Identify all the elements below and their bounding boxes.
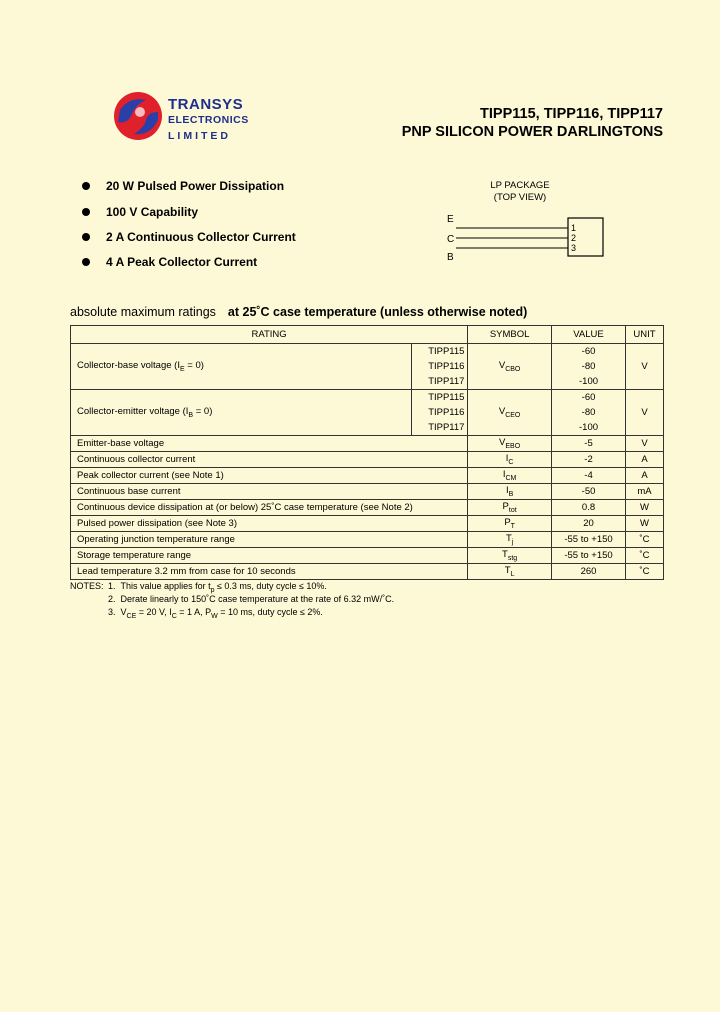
value-cell: -100	[552, 420, 626, 436]
feature-item: 20 W Pulsed Power Dissipation	[82, 179, 284, 193]
table-row	[71, 436, 664, 452]
company-name-line3: LIMITED	[168, 130, 231, 142]
value-cell: -60	[552, 344, 626, 360]
device-cell: TIPP115	[412, 390, 468, 406]
unit-cell: ˚C	[625, 548, 663, 564]
column-header-value: VALUE	[552, 326, 626, 344]
pin-number-2: 2	[571, 233, 577, 243]
table-row	[71, 500, 664, 516]
unit-cell: V	[625, 436, 663, 452]
bullet-icon	[82, 208, 90, 216]
symbol-cell: $I_{CM}$	[468, 468, 552, 484]
symbol-cell: $I_B$	[468, 484, 552, 500]
value-cell: 20	[552, 516, 626, 532]
rating-cell: Continuous collector current	[71, 452, 468, 468]
rating-cell: Peak collector current (see Note 1)	[71, 468, 468, 484]
unit-cell: A	[625, 452, 663, 468]
company-logo	[112, 90, 164, 142]
value-cell: -80	[552, 359, 626, 374]
pin-label-e: E	[447, 214, 454, 225]
symbol-cell: $V_{EBO}$	[468, 436, 552, 452]
rating-cell: Storage temperature range	[71, 548, 468, 564]
table-row	[71, 344, 664, 360]
unit-cell: A	[625, 468, 663, 484]
unit-cell: V	[625, 344, 663, 390]
table-row	[71, 468, 664, 484]
bullet-icon	[82, 258, 90, 266]
rating-cell: Pulsed power dissipation (see Note 3)	[71, 516, 468, 532]
package-title: LP PACKAGE (TOP VIEW)	[490, 180, 550, 203]
symbol-cell: $I_C$	[468, 452, 552, 468]
rating-cell: Continuous device dissipation at (or below) 25˚C case temperature (see Note 2)	[71, 500, 468, 516]
rating-cell: Collector-base voltage $(I_E = 0)$	[71, 344, 412, 390]
unit-cell: W	[625, 516, 663, 532]
feature-item: 100 V Capability	[82, 205, 198, 219]
table-row	[71, 548, 664, 564]
unit-cell: ˚C	[625, 564, 663, 580]
symbol-cell: $T_j$	[468, 532, 552, 548]
absolute-maximum-ratings-table	[70, 325, 664, 580]
symbol-cell: $T_L$	[468, 564, 552, 580]
note-1: 1. This value applies for $t_p \le 0.3$ ms, duty cycle ≤ 10%.	[108, 581, 327, 594]
company-name-line2: ELECTRONICS	[168, 114, 249, 126]
pin-number-1: 1	[571, 223, 577, 233]
device-cell: TIPP117	[412, 420, 468, 436]
device-cell: TIPP115	[412, 344, 468, 360]
value-cell: -4	[552, 468, 626, 484]
unit-cell: mA	[625, 484, 663, 500]
value-cell: -50	[552, 484, 626, 500]
device-description-title: PNP SILICON POWER DARLINGTONS	[401, 124, 663, 140]
feature-item: 4 A Peak Collector Current	[82, 255, 257, 269]
part-numbers-title: TIPP115, TIPP116, TIPP117	[480, 106, 663, 122]
table-row	[71, 390, 664, 406]
value-cell: -55 to +150	[552, 532, 626, 548]
table-row	[71, 484, 664, 500]
rating-cell: Operating junction temperature range	[71, 532, 468, 548]
table-row	[71, 532, 664, 548]
column-header-symbol: SYMBOL	[468, 326, 552, 344]
symbol-cell: $V_{CBO}$	[468, 344, 552, 390]
value-cell: -5	[552, 436, 626, 452]
value-cell: -80	[552, 405, 626, 420]
value-cell: 0.8	[552, 500, 626, 516]
value-cell: 260	[552, 564, 626, 580]
symbol-cell: $T_{stg}$	[468, 548, 552, 564]
value-cell: -100	[552, 374, 626, 390]
note-2: 2. Derate linearly to 150˚C case temperature at the rate of 6.32 mW/˚C.	[108, 594, 395, 604]
device-cell: TIPP116	[412, 359, 468, 374]
value-cell: -2	[552, 452, 626, 468]
table-row	[71, 564, 664, 580]
value-cell: -60	[552, 390, 626, 406]
table-header-row	[71, 326, 664, 344]
bullet-icon	[82, 233, 90, 241]
column-header-rating: RATING	[71, 326, 468, 344]
pin-label-c: C	[447, 234, 455, 245]
symbol-cell: $P_{tot}$	[468, 500, 552, 516]
symbol-cell: $V_{CEO}$	[468, 390, 552, 436]
bullet-icon	[82, 182, 90, 190]
rating-cell: Lead temperature 3.2 mm from case for 10 seconds	[71, 564, 468, 580]
value-cell: -55 to +150	[552, 548, 626, 564]
pin-label-b: B	[447, 252, 454, 263]
rating-cell: Continuous base current	[71, 484, 468, 500]
ratings-heading: absolute maximum ratings at 25˚C case temperature (unless otherwise noted)	[70, 305, 528, 319]
notes-label: NOTES:	[70, 581, 104, 591]
pin-number-3: 3	[571, 243, 577, 253]
table-row	[71, 516, 664, 532]
feature-item: 2 A Continuous Collector Current	[82, 230, 296, 244]
unit-cell: V	[625, 390, 663, 436]
company-name-line1: TRANSYS	[168, 96, 244, 113]
column-header-unit: UNIT	[625, 326, 663, 344]
device-cell: TIPP116	[412, 405, 468, 420]
note-3: 3. $V_{CE} = 20$ V, $I_C = 1$ A, $P_W = 10$ ms, duty cycle ≤ 2%.	[108, 607, 323, 620]
device-cell: TIPP117	[412, 374, 468, 390]
package-pinout-diagram	[440, 210, 620, 270]
rating-cell: Emitter-base voltage	[71, 436, 468, 452]
symbol-cell: $P_T$	[468, 516, 552, 532]
unit-cell: ˚C	[625, 532, 663, 548]
table-row	[71, 452, 664, 468]
rating-cell: Collector-emitter voltage $(I_B = 0)$	[71, 390, 412, 436]
unit-cell: W	[625, 500, 663, 516]
